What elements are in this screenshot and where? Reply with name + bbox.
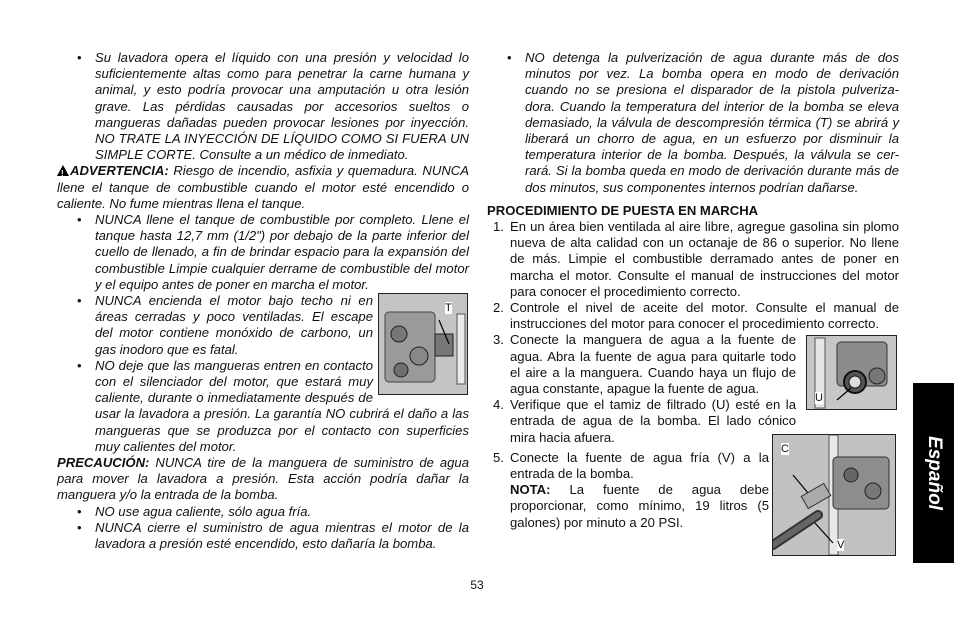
step-2-text: Controle el nivel de aceite del motor. Consulte el manual de instrucciones del motor para conocer el procedimiento correcto. <box>510 300 899 332</box>
warning-triangle-icon <box>57 165 69 176</box>
step-5-number: 5. <box>493 449 504 465</box>
step-2-number: 2. <box>493 300 504 316</box>
pump-figure-t <box>378 293 468 395</box>
bullet-bypass-mode: • NO detenga la pulverización de agua durante más de dos minutos por vez. La bomba opera en modo de derivación cuando no se presiona el disparador de la pistola pulveriza-dora. Cuando la temperatura del interior de la bomba se eleva demasiado, la válvula de descompresión térmica (T) se abrirá y liberará un chorro de agua, en un esfuerzo por disminuir la temperatura interior de la bomba. Después, la válvula se cer-rará. Si la bomba queda en modo de derivación durante más de dos minutos, sus componentes internos podrían dañarse. <box>487 50 899 196</box>
warning-label: ADVERTENCIA: <box>70 163 169 179</box>
filter-figure-u <box>806 335 897 410</box>
figure-label-t: T <box>445 302 452 314</box>
step-3-number: 3. <box>493 332 504 348</box>
bullet-cold-water: • NO use agua caliente, sólo agua fría. <box>57 504 469 520</box>
caution-text: NUNCA tire de la manguera de suministro de agua para mover la lavadora a presión. Esta acción podría dañar la manguera y/o la entrada de la bomba. <box>57 455 469 503</box>
pump-illustration-t <box>379 294 467 394</box>
warning-text: Riesgo de incendio, asfixia y quemadura. NUNCA llene el tanque de combustible cuando el motor esté encendido o caliente. No fume mientras llena el tanque. <box>57 163 469 211</box>
bullet-fuel-tank: • NUNCA llene el tanque de combustible por completo. Llene el tanque hasta 12,7 mm (1/2") por debajo de la parte inferior del cuello de llenado, a fin de brindar espacio para la expansión del combustible Limpie cualquier derrame de combustible del motor y el equipo antes de poner en marcha el motor. <box>57 212 469 293</box>
inlet-illustration-cv <box>773 435 895 555</box>
figure-label-u: U <box>815 392 823 404</box>
step-4-number: 4. <box>493 397 504 413</box>
step-1-text: En un área bien ventilada al aire libre, agregue gasolina sin plomo nueva de alta calidad con un octanaje de 86 o superior. No llene de más. Limpie el combustible derramado antes de poner en marcha el motor. Consulte el manual de instrucciones del motor para conocer el procedimiento correcto. <box>510 219 899 299</box>
page-number: 53 <box>470 578 484 592</box>
step-2 <box>487 300 899 332</box>
figure-label-v: V <box>837 539 845 551</box>
inlet-figure-cv <box>772 434 896 556</box>
bullet-indoor-engine: • NUNCA encienda el motor bajo techo ni en áreas cerradas y poco ventiladas. El escape del motor contiene monóxido de carbono, un gas inodoro que es fatal. <box>57 293 469 358</box>
bullet-injection-hazard: • Su lavadora opera el líquido con una presión y velocidad lo suficientemente altas como para penetrar la carne humana y animal, y esto podría provocar una amputación u otra lesión grave. Las pérdidas causadas por accesorios sueltos o mangueras dañadas pueden provocar lesiones por inyección. NO TRATE LA INYECCIÓN DE LÍQUIDO COMO SI FUERA UN SIMPLE CORTE. Consulte a un médico de inmediato. <box>57 50 469 163</box>
caution-paragraph <box>57 455 469 504</box>
step-4-text: Verifique que el tamiz de filtrado (U) esté en la entrada de agua de la bomba. El lado cónico mira hacia afuera. <box>510 397 796 445</box>
step-3-text: Conecte la manguera de agua a la fuente de agua. Abra la fuente de agua para quitarle todo el aire a la manguera. Cuando haya un flujo de agua constante, apague la fuente de agua. <box>510 332 796 397</box>
note-label: NOTA: <box>510 482 551 498</box>
caution-label: PRECAUCIÓN: <box>57 455 150 471</box>
bullet-water-supply: • NUNCA cierre el suministro de agua mientras el motor de la lavadora a presión esté encendido, esto dañaría la bomba. <box>57 520 469 552</box>
step-1 <box>487 219 899 300</box>
step-1-number: 1. <box>493 219 504 235</box>
figure-label-c: C <box>781 443 789 455</box>
warning-paragraph <box>57 163 469 212</box>
bullet-hoses-muffler-text: NO deje que las mangueras entren en contacto con el silenciador del motor, que estará muy caliente, durante o inmediatamente después de usar la lavadora a presión. La garantía NO cubrirá el daño a las mangueras que se produzca por el contacto con superficies muy calientes del motor. <box>95 357 469 454</box>
step-5-text: Conecte la fuente de agua fría (V) a la entrada de la bomba. <box>510 449 769 482</box>
language-tab-label: Español <box>923 436 945 510</box>
language-tab <box>913 383 954 563</box>
section-heading: PROCEDIMIENTO DE PUESTA EN MARCHA <box>487 202 759 218</box>
note-text: La fuente de agua debe proporcionar, como mínimo, 19 litros (5 galones) por minuto a 20 PSI. <box>510 482 770 530</box>
